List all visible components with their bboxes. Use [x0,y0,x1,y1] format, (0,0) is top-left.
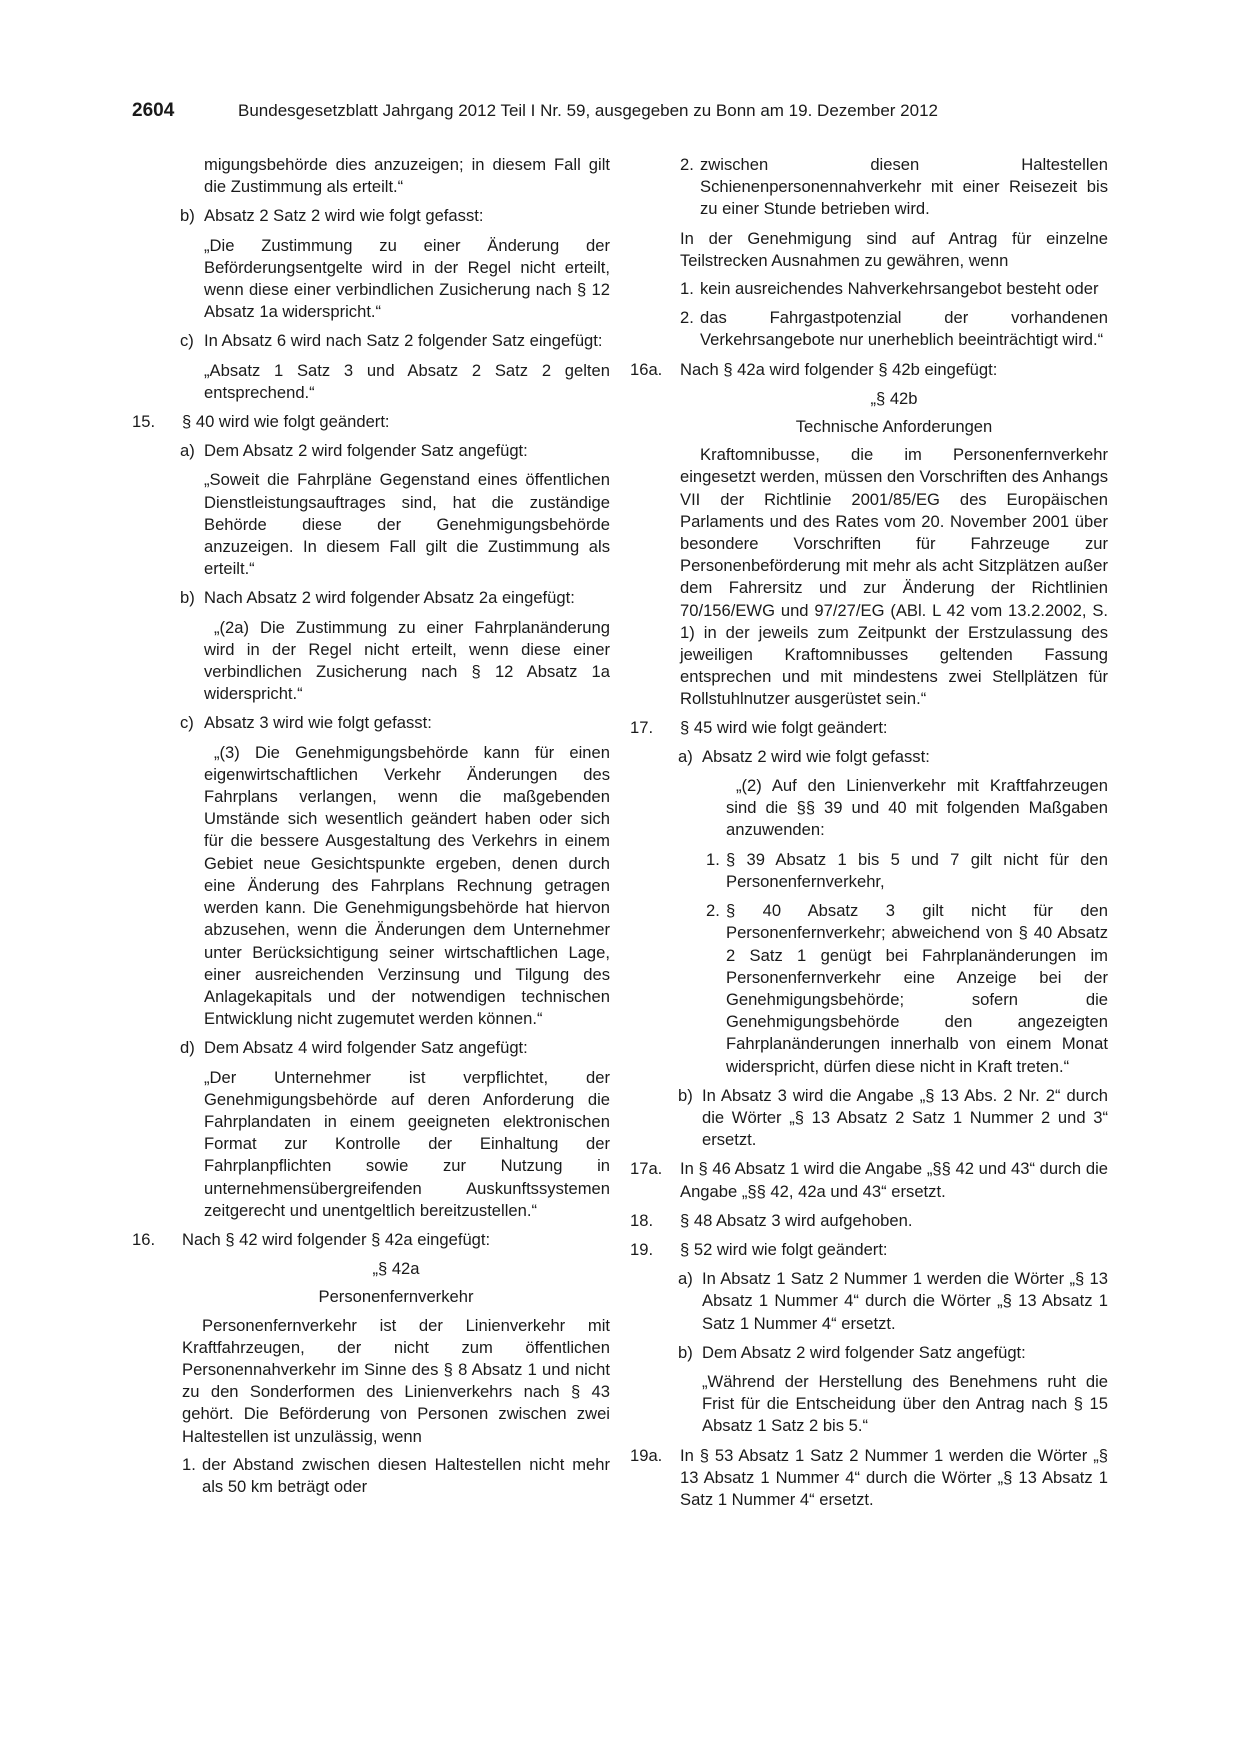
quote-19b: „Während der Herstellung des Benehmens ruht die Frist für die Entscheidung über den Antrag nach § 15 Absatz 1 Satz 2 bis 5.“ [702,1371,1108,1436]
subitem-text: Absatz 2 wird wie folgt gefasst: [702,746,930,766]
item-19 [630,1239,1108,1261]
list-text: § 40 Absatz 3 gilt nicht für den Personenfernverkehr; abweichend von § 40 Absatz 2 Satz 1 genügt bei Fahrplanänderungen im Personenfernverkehr eine Anzeige bei der Genehmigungsbehörde; sofern die Genehmigungsbehörde den angezeigten Fahrplanänderungen innerhalb von einem Monat widerspricht, dürfen diese nicht in Kraft treten.“ [726,901,1108,1076]
subitem-text: Nach Absatz 2 wird folgender Absatz 2a eingefügt: [204,588,575,608]
list-label: 2. [680,308,694,328]
subitem-text: In Absatz 1 Satz 2 Nummer 1 werden die Wörter „§ 13 Absatz 1 Nummer 4“ durch die Wörter „§ 13 Absatz 1 Satz 1 Nummer 4“ ersetzt. [702,1269,1108,1333]
quote-17a: „(2) Auf den Linienverkehr mit Kraftfahrzeugen sind die §§ 39 und 40 mit folgenden Maßgaben anzuwenden: [726,776,1108,840]
quote-17a-list-item-2 [630,900,1108,1078]
subitem-label: a) [678,746,693,766]
subitem-text: In Absatz 6 wird nach Satz 2 folgender Satz eingefügt: [204,331,603,351]
list-label: 2. [706,901,720,921]
right-column [630,154,1108,1518]
page-number: 2604 [132,100,175,121]
item-number: 17a. [630,1159,663,1179]
subitem-label: b) [180,588,195,608]
quote-15b: „(2a) Die Zustimmung zu einer Fahrplanänderung wird in der Regel nicht erteilt, wenn diese einer verbindlichen Zusicherung nach § 12 Absatz 1a widerspricht.“ [204,617,610,704]
quote-17a-list-item-1 [630,849,1108,893]
list-label: 1. [680,279,694,299]
quote-14b: „Die Zustimmung zu einer Änderung der Beförderungsentgelte wird in der Regel nicht erteilt, wenn diese einer verbindlichen Zusicherung nach § 12 Absatz 1a widerspricht.“ [204,235,610,322]
section-42a-exception-1 [630,278,1108,300]
quote-15a: „Soweit die Fahrpläne Gegenstand eines öffentlichen Dienstleistungsauftrages sind, hat die zuständige Behörde diese der Genehmigungsbehörde anzuzeigen. In diesem Fall gilt die Zustimmung als erteilt.“ [204,470,610,579]
subitem-text: Dem Absatz 4 wird folgender Satz angefügt: [204,1038,528,1058]
subitem-17a [630,746,1108,768]
item-text: § 40 wird wie folgt geändert: [182,412,390,432]
item-number: 17. [630,717,654,737]
section-42a-paragraph-2: In der Genehmigung sind auf Antrag für einzelne Teilstrecken Ausnahmen zu gewähren, wenn [680,228,1108,270]
list-text: das Fahrgastpotenzial der vorhandenen Verkehrsangebote nur unerheblich beeinträchtigt wird.“ [700,308,1108,350]
list-text: zwischen diesen Haltestellen Schienenpersonennahverkehr mit einer Reisezeit bis zu einer Stunde betrieben wird. [700,155,1108,219]
subitem-label: d) [180,1038,195,1058]
list-text: § 39 Absatz 1 bis 5 und 7 gilt nicht für den Personenfernverkehr, [726,849,1108,891]
subitem-text: Dem Absatz 2 wird folgender Satz angefügt: [702,1342,1026,1362]
continued-quote: migungsbehörde dies anzuzeigen; in diesem Fall gilt die Zustimmung als erteilt.“ [204,155,610,197]
quote-15d: „Der Unternehmer ist verpflichtet, der Genehmigungsbehörde auf deren Anforderung die Fahrplandaten in einem geeigneten elektronischen Format zur Kontrolle der Einhaltung der Fahrplanpflichten sowie zur Nutzung in unternehmensübergreifenden Auskunftssystemen zeitgerecht und unentgeltlich bereitzustellen.“ [204,1067,610,1220]
item-number: 19a. [630,1445,663,1465]
section-42b-title: Technische Anforderungen [795,417,993,437]
section-42a-heading: „§ 42a [372,1259,420,1279]
subitem-14b [132,205,610,227]
section-42a-list-item-1 [132,1454,610,1498]
item-17 [630,717,1108,739]
item-17a [630,1158,1108,1202]
section-42a-title: Personenfernverkehr [318,1287,474,1307]
quote-14c: „Absatz 1 Satz 3 und Absatz 2 Satz 2 gelten entsprechend.“ [204,360,610,402]
subitem-text: Absatz 2 Satz 2 wird wie folgt gefasst: [204,206,484,226]
subitem-text: In Absatz 3 wird die Angabe „§ 13 Abs. 2 Nr. 2“ durch die Wörter „§ 13 Absatz 2 Satz 1 Nummer 2 und 3“ ersetzt. [702,1085,1108,1150]
quote-15c: „(3) Die Genehmigungsbehörde kann für einen eigenwirtschaftlichen Verkehr Änderungen des Fahrplans verlangen, wenn die maßgebenden Umstände sich wesentlich geändert haben oder sich für die bessere Ausgestaltung des Verkehrs in einem Gebiet neue Gesichtspunkte ergeben, denen durch eine Änderung des Fahrplans Rechnung getragen werden kann. Die Genehmigungsbehörde hat hiervon abzusehen, wenn die Änderungen dem Unternehmer unter Berücksichtigung seiner wirtschaftlichen Lage, einer ausreichenden Verzinsung und Tilgung des Anlagekapitals und der notwendigen technischen Entwicklung nicht zugemutet werden können.“ [204,742,610,1029]
page-header [132,100,1006,128]
list-label: 2. [680,155,694,174]
item-number: 19. [630,1239,654,1259]
subitem-text: Dem Absatz 2 wird folgender Satz angefügt: [204,441,528,461]
subitem-15c [132,712,610,734]
subitem-label: b) [678,1342,693,1362]
item-number: 16a. [630,359,663,379]
list-text: kein ausreichendes Nahverkehrsangebot besteht oder [700,279,1099,299]
subitem-15d [132,1037,610,1059]
section-42a-exception-2 [630,307,1108,351]
running-title: Bundesgesetzblatt Jahrgang 2012 Teil I Nr. 59, ausgegeben zu Bonn am 19. Dezember 2012 [238,101,938,120]
item-text: § 45 wird wie folgt geändert: [680,717,888,737]
subitem-text: Absatz 3 wird wie folgt gefasst: [204,713,432,733]
item-16a [630,359,1108,381]
item-text: § 52 wird wie folgt geändert: [680,1239,888,1259]
section-42b-paragraph: Kraftomnibusse, die im Personenfernverkehr eingesetzt werden, müssen den Vorschriften des Anhangs VII der Richtlinie 2001/85/EG des Europäischen Parlaments und des Rates vom 20. November 2001 über besondere Vorschriften für Fahrzeuge zur Personenbeförderung mit mehr als acht Sitzplätzen außer dem Fahrersitz und zur Änderung der Richtlinien 70/156/EWG und 97/27/EG (ABl. L 42 vom 13.2.2002, S. 1) in der jeweils zum Zeitpunkt der Erstzulassung des jeweiligen Kraftomnibusses geltenden Fassung entsprechen und mit mindestens zwei Stellplätzen für Rollstuhlnutzer ausgerüstet sein.“ [680,445,1108,709]
subitem-19b [630,1342,1108,1364]
subitem-17b [630,1085,1108,1152]
list-text: der Abstand zwischen diesen Haltestellen nicht mehr als 50 km beträgt oder [202,1454,610,1496]
subitem-label: b) [180,206,195,226]
subitem-15b [132,587,610,609]
section-42a-list-item-2 [630,154,1108,221]
item-number: 15. [132,412,156,432]
subitem-label: a) [678,1269,693,1289]
subitem-label: a) [180,441,195,461]
item-19a [630,1445,1108,1512]
item-text: In § 53 Absatz 1 Satz 2 Nummer 1 werden die Wörter „§ 13 Absatz 1 Nummer 4“ durch die Wörter „§ 13 Absatz 1 Satz 1 Nummer 4“ ersetzt. [680,1445,1108,1509]
subitem-label: b) [678,1085,693,1105]
item-18 [630,1210,1108,1232]
subitem-19a [630,1268,1108,1335]
item-number: 16. [132,1229,156,1249]
subitem-label: c) [180,713,194,733]
subitem-label: c) [180,331,194,351]
item-16 [132,1229,610,1251]
section-42b-heading: „§ 42b [870,388,918,408]
list-label: 1. [182,1454,196,1474]
item-text: Nach § 42a wird folgender § 42b eingefügt: [680,359,998,379]
section-42a-paragraph: Personenfernverkehr ist der Linienverkehr mit Kraftfahrzeugen, der nicht zum öffentlichen Personennahverkehr im Sinne des § 8 Absatz 1 und nicht zu den Sonderformen des Linienverkehrs nach § 43 gehört. Die Beförderung von Personen zwischen zwei Haltestellen ist unzulässig, wenn [182,1315,610,1446]
item-text: Nach § 42 wird folgender § 42a eingefügt: [182,1229,491,1249]
subitem-15a [132,440,610,462]
item-text: In § 46 Absatz 1 wird die Angabe „§§ 42 und 43“ durch die Angabe „§§ 42, 42a und 43“ ersetzt. [680,1159,1108,1201]
subitem-14c [132,330,610,352]
list-label: 1. [706,849,720,869]
item-text: § 48 Absatz 3 wird aufgehoben. [680,1210,913,1230]
item-15 [132,411,610,433]
left-column [132,154,610,1505]
item-number: 18. [630,1210,654,1230]
